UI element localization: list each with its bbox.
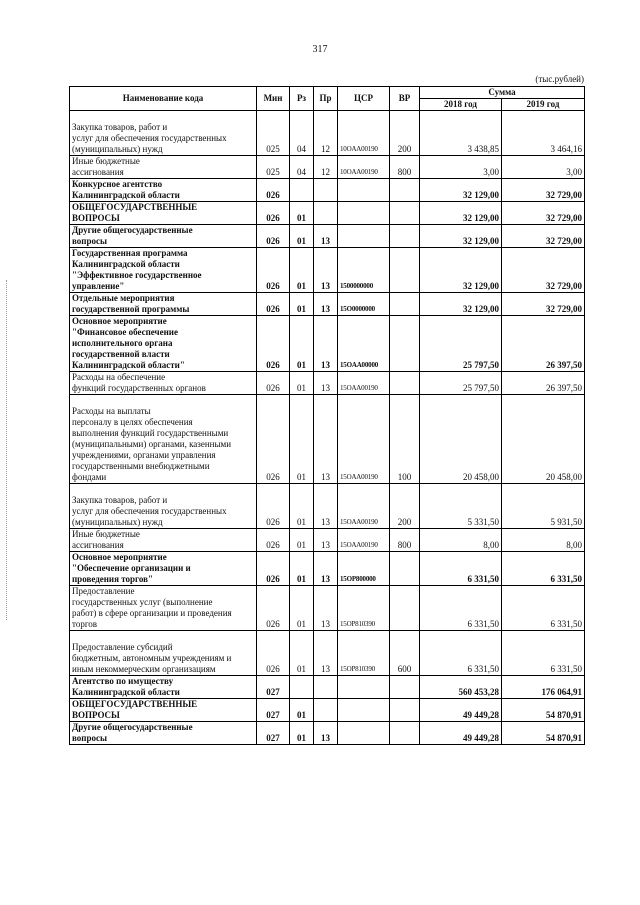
table-row	[70, 676, 585, 699]
row-vr	[390, 552, 420, 586]
row-csr: 15OAA00190	[338, 395, 390, 484]
row-name: Основное мероприятие "Обеспечение организации и проведения торгов"	[70, 552, 257, 586]
row-sum-2018: 25 797,50	[420, 372, 502, 395]
table-row	[70, 316, 585, 372]
row-vr	[390, 248, 420, 293]
row-name: Основное мероприятие "Финансовое обеспечение исполнительного органа государственной власти Калининградской области"	[70, 316, 257, 372]
row-sum-2019: 32 729,00	[502, 225, 585, 248]
row-csr: 10OAA00190	[338, 111, 390, 156]
row-sum-2019: 26 397,50	[502, 372, 585, 395]
row-pr: 13	[314, 586, 338, 631]
row-pr: 13	[314, 529, 338, 552]
row-min: 025	[257, 111, 290, 156]
table-row	[70, 586, 585, 631]
row-sum-2018: 32 129,00	[420, 293, 502, 316]
row-rz: 01	[290, 722, 314, 745]
row-csr	[338, 722, 390, 745]
row-pr: 13	[314, 293, 338, 316]
row-vr	[390, 293, 420, 316]
row-rz: 01	[290, 395, 314, 484]
row-sum-2018: 6 331,50	[420, 552, 502, 586]
budget-table	[69, 86, 585, 745]
row-min: 026	[257, 372, 290, 395]
row-pr	[314, 699, 338, 722]
row-sum-2019: 54 870,91	[502, 699, 585, 722]
row-pr: 13	[314, 484, 338, 529]
page-number: 317	[312, 44, 328, 55]
row-csr: 15OP810390	[338, 631, 390, 676]
row-min: 027	[257, 722, 290, 745]
row-pr: 13	[314, 225, 338, 248]
row-csr	[338, 676, 390, 699]
row-vr	[390, 676, 420, 699]
row-csr: 15OP810390	[338, 586, 390, 631]
row-pr	[314, 676, 338, 699]
row-pr: 12	[314, 111, 338, 156]
row-name: Закупка товаров, работ и услуг для обеспечения государственных (муниципальных) нужд	[70, 484, 257, 529]
table-row	[70, 293, 585, 316]
table-row	[70, 722, 585, 745]
row-sum-2019: 26 397,50	[502, 316, 585, 372]
row-csr: 15O0000000	[338, 293, 390, 316]
row-min: 026	[257, 552, 290, 586]
header-sum: Сумма	[420, 87, 585, 99]
row-min: 027	[257, 699, 290, 722]
row-rz: 01	[290, 529, 314, 552]
row-name: Иные бюджетные ассигнования	[70, 529, 257, 552]
row-name: Предоставление государственных услуг (выполнение работ) в сфере организации и проведения торгов	[70, 586, 257, 631]
row-vr	[390, 699, 420, 722]
table-row	[70, 552, 585, 586]
row-rz: 01	[290, 202, 314, 225]
header-2019: 2019 год	[502, 99, 585, 111]
table-row	[70, 484, 585, 529]
row-sum-2019: 3 464,16	[502, 111, 585, 156]
row-sum-2019: 3,00	[502, 156, 585, 179]
row-pr: 12	[314, 156, 338, 179]
row-pr: 13	[314, 248, 338, 293]
row-sum-2018: 32 129,00	[420, 179, 502, 202]
row-name: ОБЩЕГОСУДАРСТВЕННЫЕ ВОПРОСЫ	[70, 699, 257, 722]
row-rz: 01	[290, 484, 314, 529]
row-sum-2019: 32 729,00	[502, 248, 585, 293]
row-vr	[390, 225, 420, 248]
row-sum-2019: 32 729,00	[502, 202, 585, 225]
row-name: Агентство по имуществу Калининградской области	[70, 676, 257, 699]
row-rz: 01	[290, 316, 314, 372]
row-name: Расходы на выплаты персоналу в целях обеспечения выполнения функций государственными (муниципальными) органами, казенными учреждениями, органами управления государственными внебюджетными фондами	[70, 395, 257, 484]
row-sum-2018: 560 453,28	[420, 676, 502, 699]
row-sum-2018: 3 438,85	[420, 111, 502, 156]
table-row	[70, 248, 585, 293]
row-rz: 01	[290, 699, 314, 722]
row-sum-2018: 32 129,00	[420, 225, 502, 248]
scan-edge	[6, 280, 8, 620]
row-sum-2019: 5 931,50	[502, 484, 585, 529]
row-rz	[290, 676, 314, 699]
row-vr: 100	[390, 395, 420, 484]
row-name: Отдельные мероприятия государственной программы	[70, 293, 257, 316]
row-min: 027	[257, 676, 290, 699]
table-row	[70, 156, 585, 179]
row-min: 026	[257, 179, 290, 202]
row-min: 026	[257, 484, 290, 529]
row-sum-2019: 8,00	[502, 529, 585, 552]
row-min: 025	[257, 156, 290, 179]
row-csr: 15OAA00190	[338, 484, 390, 529]
row-vr	[390, 586, 420, 631]
row-name: Предоставление субсидий бюджетным, автономным учреждениям и иным некоммерческим организациям	[70, 631, 257, 676]
header-rz: Рз	[290, 87, 314, 111]
row-min: 026	[257, 202, 290, 225]
row-pr	[314, 202, 338, 225]
row-min: 026	[257, 316, 290, 372]
row-sum-2019: 6 331,50	[502, 552, 585, 586]
table-row	[70, 395, 585, 484]
row-vr: 200	[390, 111, 420, 156]
header-2018: 2018 год	[420, 99, 502, 111]
row-pr	[314, 179, 338, 202]
table-row	[70, 372, 585, 395]
row-name: Закупка товаров, работ и услуг для обеспечения государственных (муниципальных) нужд	[70, 111, 257, 156]
row-rz: 01	[290, 225, 314, 248]
row-sum-2019: 6 331,50	[502, 631, 585, 676]
row-min: 026	[257, 248, 290, 293]
row-vr	[390, 179, 420, 202]
table-row	[70, 225, 585, 248]
table-header	[70, 87, 585, 111]
row-rz: 01	[290, 631, 314, 676]
row-sum-2019: 32 729,00	[502, 179, 585, 202]
row-rz: 01	[290, 293, 314, 316]
row-name: Иные бюджетные ассигнования	[70, 156, 257, 179]
row-rz: 01	[290, 248, 314, 293]
row-sum-2018: 25 797,50	[420, 316, 502, 372]
row-vr	[390, 372, 420, 395]
row-csr	[338, 699, 390, 722]
row-sum-2018: 8,00	[420, 529, 502, 552]
row-rz: 01	[290, 586, 314, 631]
header-min: Мин	[257, 87, 290, 111]
row-sum-2019: 6 331,50	[502, 586, 585, 631]
row-name: Конкурсное агентство Калининградской области	[70, 179, 257, 202]
row-pr: 13	[314, 552, 338, 586]
row-csr: 15OAA00190	[338, 372, 390, 395]
row-rz: 01	[290, 552, 314, 586]
row-min: 026	[257, 529, 290, 552]
row-vr: 800	[390, 156, 420, 179]
row-csr: 15OP800000	[338, 552, 390, 586]
row-sum-2018: 20 458,00	[420, 395, 502, 484]
row-sum-2018: 32 129,00	[420, 248, 502, 293]
row-pr: 13	[314, 722, 338, 745]
row-rz	[290, 179, 314, 202]
row-pr: 13	[314, 372, 338, 395]
row-csr: 10OAA00190	[338, 156, 390, 179]
row-sum-2018: 49 449,28	[420, 699, 502, 722]
table-row	[70, 529, 585, 552]
row-name: Государственная программа Калининградской области "Эффективное государственное управление"	[70, 248, 257, 293]
row-rz: 04	[290, 111, 314, 156]
row-rz: 04	[290, 156, 314, 179]
row-vr	[390, 202, 420, 225]
row-name: ОБЩЕГОСУДАРСТВЕННЫЕ ВОПРОСЫ	[70, 202, 257, 225]
row-vr	[390, 722, 420, 745]
row-sum-2018: 6 331,50	[420, 586, 502, 631]
row-vr: 600	[390, 631, 420, 676]
row-sum-2018: 3,00	[420, 156, 502, 179]
table-row	[70, 179, 585, 202]
table-row	[70, 202, 585, 225]
row-name: Другие общегосударственные вопросы	[70, 225, 257, 248]
table-body	[70, 111, 585, 745]
row-min: 026	[257, 631, 290, 676]
row-csr: 1500000000	[338, 248, 390, 293]
row-csr	[338, 202, 390, 225]
row-name: Расходы на обеспечение функций государственных органов	[70, 372, 257, 395]
row-rz: 01	[290, 372, 314, 395]
row-name: Другие общегосударственные вопросы	[70, 722, 257, 745]
header-name: Наименование кода	[70, 87, 257, 111]
row-sum-2019: 176 064,91	[502, 676, 585, 699]
table-row	[70, 699, 585, 722]
row-sum-2018: 5 331,50	[420, 484, 502, 529]
table-row	[70, 111, 585, 156]
row-min: 026	[257, 586, 290, 631]
row-sum-2019: 54 870,91	[502, 722, 585, 745]
table-row	[70, 631, 585, 676]
row-sum-2018: 6 331,50	[420, 631, 502, 676]
row-min: 026	[257, 293, 290, 316]
header-pr: Пр	[314, 87, 338, 111]
row-min: 026	[257, 225, 290, 248]
row-vr: 200	[390, 484, 420, 529]
row-csr: 15OAA00000	[338, 316, 390, 372]
row-min: 026	[257, 395, 290, 484]
row-pr: 13	[314, 395, 338, 484]
row-sum-2018: 32 129,00	[420, 202, 502, 225]
row-pr: 13	[314, 316, 338, 372]
row-csr: 15OAA00190	[338, 529, 390, 552]
units-label: (тыс.рублей)	[535, 74, 584, 84]
row-csr	[338, 225, 390, 248]
header-csr: ЦСР	[338, 87, 390, 111]
row-vr: 800	[390, 529, 420, 552]
header-vr: ВР	[390, 87, 420, 111]
row-vr	[390, 316, 420, 372]
row-pr: 13	[314, 631, 338, 676]
row-csr	[338, 179, 390, 202]
row-sum-2018: 49 449,28	[420, 722, 502, 745]
row-sum-2019: 20 458,00	[502, 395, 585, 484]
row-sum-2019: 32 729,00	[502, 293, 585, 316]
